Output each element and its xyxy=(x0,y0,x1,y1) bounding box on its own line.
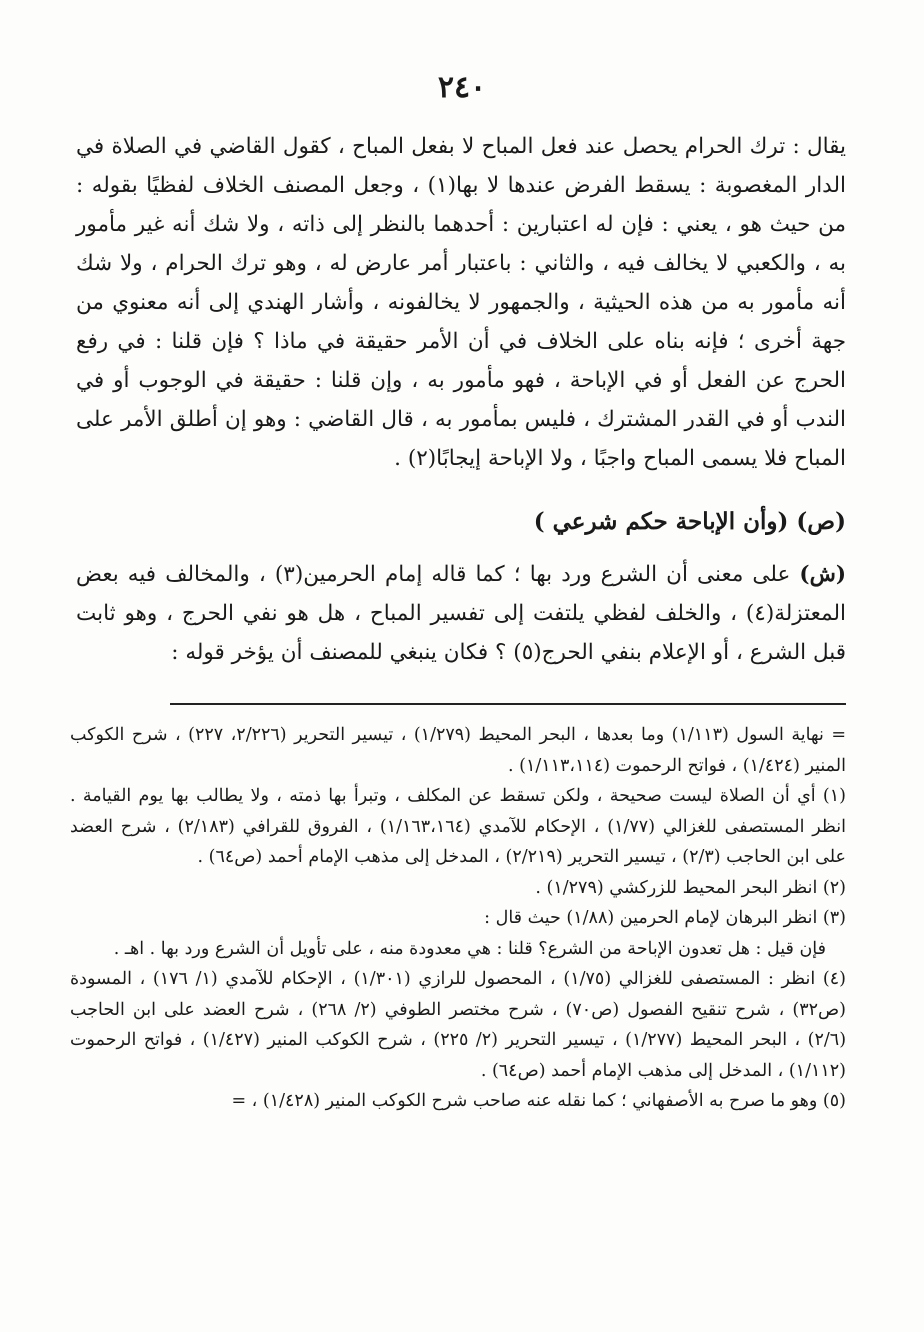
paragraph-2 xyxy=(76,555,846,672)
footnote-divider xyxy=(170,703,846,705)
section-heading: (ص) (وأن الإباحة حكم شرعي ) xyxy=(533,508,846,535)
footnote-3: (٣) انظر البرهان لإمام الحرمين (١/٨٨) حيث قال : xyxy=(484,908,846,928)
footnote-4: (٤) انظر : المستصفى للغزالي (١/٧٥) ، المحصول للرازي (١/٣٠١) ، الإحكام للآمدي (١/ ١٧٦) ، المسودة (ص٣٢) ، شرح تنقيح الفصول (ص٧٠) ، شرح مختصر الطوفي (٢/ ٢٦٨) ، شرح العضد على ابن الحاجب (٢/٦) ، البحر المحيط (١/٢٧٧) ، تيسير التحرير (٢/ ٢٢٥) ، شرح الكوكب المنير (١/٤٢٧) ، فواتح الرحموت (١/١١٢) ، المدخل إلى مذهب الإمام أحمد (ص٦٤) . xyxy=(70,969,847,1081)
footnote-3-quote: فإن قيل : هل تعدون الإباحة من الشرع؟ قلنا : هي معدودة منه ، على تأويل أن الشرع ورد بها . اهـ . xyxy=(113,938,826,959)
footnote-1: (١) أي أن الصلاة ليست صحيحة ، ولكن تسقط عن المكلف ، وتبرأ بها ذمته ، ولا يطالب بها يوم القيامة . انظر المستصفى للغزالي (١/٧٧) ، الإحكام للآمدي (١/١٦٣،١٦٤) ، الفروق للقرافي (٢/١٨٣) ، شرح العضد على ابن الحاجب (٢/٣) ، تيسير التحرير (٢/٢١٩) ، المدخل إلى مذهب الإمام أحمد (ص٦٤) . xyxy=(70,786,847,867)
footnote-continuation: = نهاية السول (١/١١٣) وما بعدها ، البحر المحيط (١/٢٧٩) ، تيسير التحرير (٢/٢٢٦، ٢٢٧) ، شرح الكوكب المنير (١/٤٢٤) ، فواتح الرحموت (١/١١٣،١١٤) . xyxy=(70,725,847,776)
paragraph-1: يقال : ترك الحرام يحصل عند فعل المباح لا بفعل المباح ، كقول القاضي في الصلاة في الدار المغصوبة : يسقط الفرض عندها لا بها(١) ، وجعل المصنف الخلاف لفظيًا بقوله : من حيث هو ، يعني : فإن له اعتبارين : أحدهما بالنظر إلى ذاته ، ولا شك أنه غير مأمور به ، والكعبي لا يخالف فيه ، والثاني : باعتبار أمر عارض له ، وهو ترك الحرام ، ولا شك أنه مأمور به من هذه الحيثية ، والجمهور لا يخالفونه ، وأشار الهندي إلى أنه معنوي من جهة أخرى ؛ فإنه بناه على الخلاف في أن الأمر حقيقة في ماذا ؟ فإن قلنا : في رفع الحرج عن الفعل أو في الإباحة ، فهو مأمور به ، وإن قلنا : حقيقة في الوجوب أو في الندب أو في القدر المشترك ، فليس بمأمور به ، قال القاضي : وهو إن أطلق الأمر على المباح فلا يسمى المباح واجبًا ، ولا الإباحة إيجابًا(٢) . xyxy=(76,134,846,471)
main-text xyxy=(76,127,846,672)
page-number: ٢٤٠ xyxy=(437,70,487,105)
footnote-5: (٥) وهو ما صرح به الأصفهاني ؛ كما نقله عنه صاحب شرح الكوكب المنير (١/٤٢٨) ، = xyxy=(231,1091,846,1111)
footnotes xyxy=(70,720,846,1117)
footnote-2: (٢) انظر البحر المحيط للزركشي (١/٢٧٩) . xyxy=(535,877,846,898)
paragraph-2-text: على معنى أن الشرع ورد بها ؛ كما قاله إمام الحرمين(٣) ، والمخالف فيه بعض المعتزلة(٤) ، والخلف لفظي يلتفت إلى تفسير المباح ، هل هو نفي الحرج ، وهو ثابت قبل الشرع ، أو الإعلام بنفي الحرج(٥) ؟ فكان ينبغي للمصنف أن يؤخر قوله : xyxy=(76,562,846,665)
paragraph-2-lead: (ش) xyxy=(799,562,846,587)
